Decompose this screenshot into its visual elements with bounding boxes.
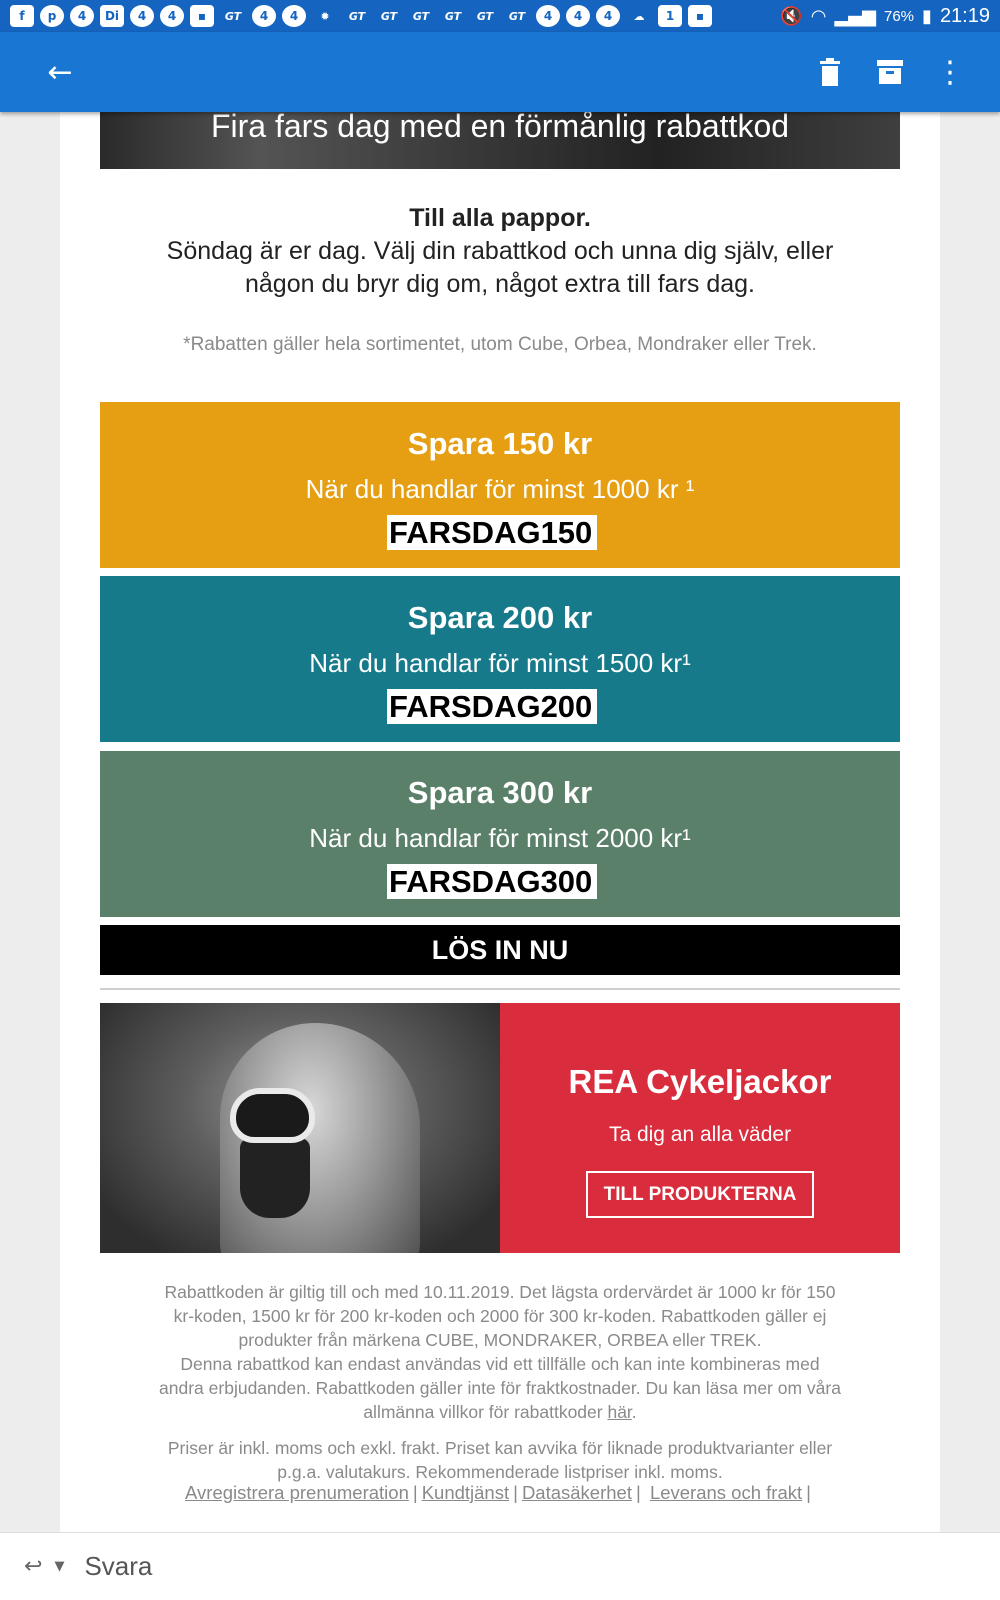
promo-panel	[500, 1003, 900, 1253]
offer-card-200	[100, 576, 900, 742]
facebook-notification-icon: f	[10, 5, 34, 27]
footer-links: Avregistrera prenumeration | Kundtjänst | Datasäkerhet | Leverans och frakt |	[185, 1482, 811, 1503]
battery-charging-icon: ▮	[922, 5, 932, 27]
tv4-notification-icon: 4	[130, 5, 154, 27]
intro-line-2: någon du bryr dig om, något extra till fars dag.	[244, 270, 755, 298]
reply-label[interactable]: Svara	[84, 1551, 153, 1581]
fine-print-line: Priser är inkl. moms och exkl. frakt. Priset kan avvika för liknade produktvarianter eller	[167, 1438, 833, 1458]
offer-condition: När du handlar för minst 2000 kr¹	[309, 823, 691, 853]
tv4-notification-icon: 4	[252, 5, 276, 27]
tv4-notification-icon: 4	[536, 5, 560, 27]
discount-code: FARSDAG200	[387, 689, 597, 724]
reply-bar[interactable]	[0, 1532, 1000, 1600]
discount-disclaimer: *Rabatten gäller hela sortimentet, utom Cube, Orbea, Mondraker eller Trek.	[183, 334, 817, 355]
app-bar	[0, 32, 1000, 112]
delete-icon[interactable]	[810, 52, 850, 92]
promo-title: REA Cykeljackor	[568, 1063, 832, 1100]
notification-icons	[10, 5, 712, 27]
offer-amount: Spara 200 kr	[407, 600, 593, 635]
gt-notification-icon: GT	[412, 9, 430, 23]
more-options-icon[interactable]: ⋮	[935, 54, 965, 90]
clock: 21:19	[939, 4, 990, 27]
pinterest-notification-icon: p	[40, 5, 64, 27]
redeem-now-button[interactable]: LÖS IN NU	[100, 925, 900, 975]
data-security-link[interactable]: Datasäkerhet	[521, 1482, 632, 1503]
fine-print-line: Denna rabattkod kan endast användas vid ett tillfälle och kan inte kombineras med	[180, 1354, 820, 1374]
signal-icon: ▂▄▆	[834, 5, 876, 27]
divider	[100, 988, 900, 990]
wifi-icon: ◠	[810, 5, 827, 27]
system-status	[780, 5, 990, 28]
unsubscribe-link[interactable]: Avregistrera prenumeration	[185, 1482, 409, 1503]
tv4-notification-icon: 4	[596, 5, 620, 27]
gt-notification-icon: GT	[476, 9, 494, 23]
app-bar-actions	[810, 52, 970, 92]
tv4-notification-icon: 4	[160, 5, 184, 27]
intro-text	[100, 202, 900, 301]
cloud-notification-icon: ☁	[633, 9, 645, 23]
delivery-shipping-link[interactable]: Leverans och frakt	[649, 1482, 803, 1503]
calendar-notification-icon: ▪	[190, 5, 214, 27]
di-notification-icon: Di	[100, 5, 124, 27]
fine-print-line: p.g.a. valutakurs. Rekommenderade listpriser inkl. moms.	[277, 1462, 723, 1482]
offer-amount: Spara 150 kr	[407, 426, 593, 461]
gt-notification-icon: GT	[508, 9, 526, 23]
offer-card-300	[100, 751, 900, 917]
chevron-down-icon[interactable]: ▼	[54, 1559, 65, 1574]
gt-notification-icon: GT	[380, 9, 398, 23]
gt-notification-icon: GT	[224, 9, 242, 23]
fine-print-line: andra erbjudanden. Rabattkoden gäller inte för fraktkostnader. Du kan läsa mer om våra	[159, 1378, 841, 1398]
battery-percent: 76%	[884, 7, 915, 25]
intro-line-1: Söndag är er dag. Välj din rabattkod och unna dig själv, eller	[166, 237, 834, 265]
tv4-notification-icon: 4	[566, 5, 590, 27]
status-bar	[0, 0, 1000, 32]
discount-code: FARSDAG150	[387, 515, 597, 550]
sun-notification-icon: ✹	[320, 9, 330, 23]
promo-subtitle: Ta dig an alla väder	[608, 1123, 792, 1146]
calendar-day-notification-icon: 1	[658, 5, 682, 27]
terms-link[interactable]: här	[607, 1402, 632, 1422]
jacket-promo[interactable]	[100, 1003, 900, 1253]
gt-notification-icon: GT	[444, 9, 462, 23]
fine-print-line: kr-koden, 1500 kr för 200 kr-koden och 2000 för 300 kr-koden. Rabattkoden gäller ej	[173, 1306, 827, 1326]
fine-print	[100, 1280, 900, 1484]
fine-print-line: allmänna villkor för rabattkoder här.	[363, 1402, 637, 1422]
gt-notification-icon: GT	[348, 9, 366, 23]
goggles	[230, 1088, 315, 1143]
mute-icon: 🔇	[780, 5, 803, 27]
intro-heading: Till alla pappor.	[409, 204, 591, 232]
offer-card-150	[100, 402, 900, 568]
hero-text: Fira fars dag med en förmånlig rabattkod	[210, 112, 790, 144]
discount-code: FARSDAG300	[387, 864, 597, 899]
to-products-button[interactable]: TILL PRODUKTERNA	[586, 1171, 814, 1218]
reply-icon[interactable]: ↩	[24, 1554, 43, 1579]
cyclist-photo[interactable]	[100, 1003, 500, 1253]
tv4-notification-icon: 4	[70, 5, 94, 27]
offer-amount: Spara 300 kr	[407, 775, 593, 810]
fine-print-line: Rabattkoden är giltig till och med 10.11.2019. Det lägsta ordervärdet är 1000 kr för 150	[164, 1282, 836, 1302]
tv4-notification-icon: 4	[282, 5, 306, 27]
back-arrow-icon[interactable]: ←	[47, 54, 73, 90]
offer-condition: När du handlar för minst 1000 kr ¹	[305, 474, 695, 504]
fine-print-line: produkter från märkena CUBE, MONDRAKER, ORBEA eller TREK.	[238, 1330, 762, 1350]
calendar-notification-icon: ▪	[688, 5, 712, 27]
offer-condition: När du handlar för minst 1500 kr¹	[309, 648, 691, 678]
hero-banner	[100, 112, 900, 169]
email-body	[60, 112, 940, 1532]
customer-service-link[interactable]: Kundtjänst	[421, 1482, 510, 1503]
archive-icon[interactable]	[870, 52, 910, 92]
